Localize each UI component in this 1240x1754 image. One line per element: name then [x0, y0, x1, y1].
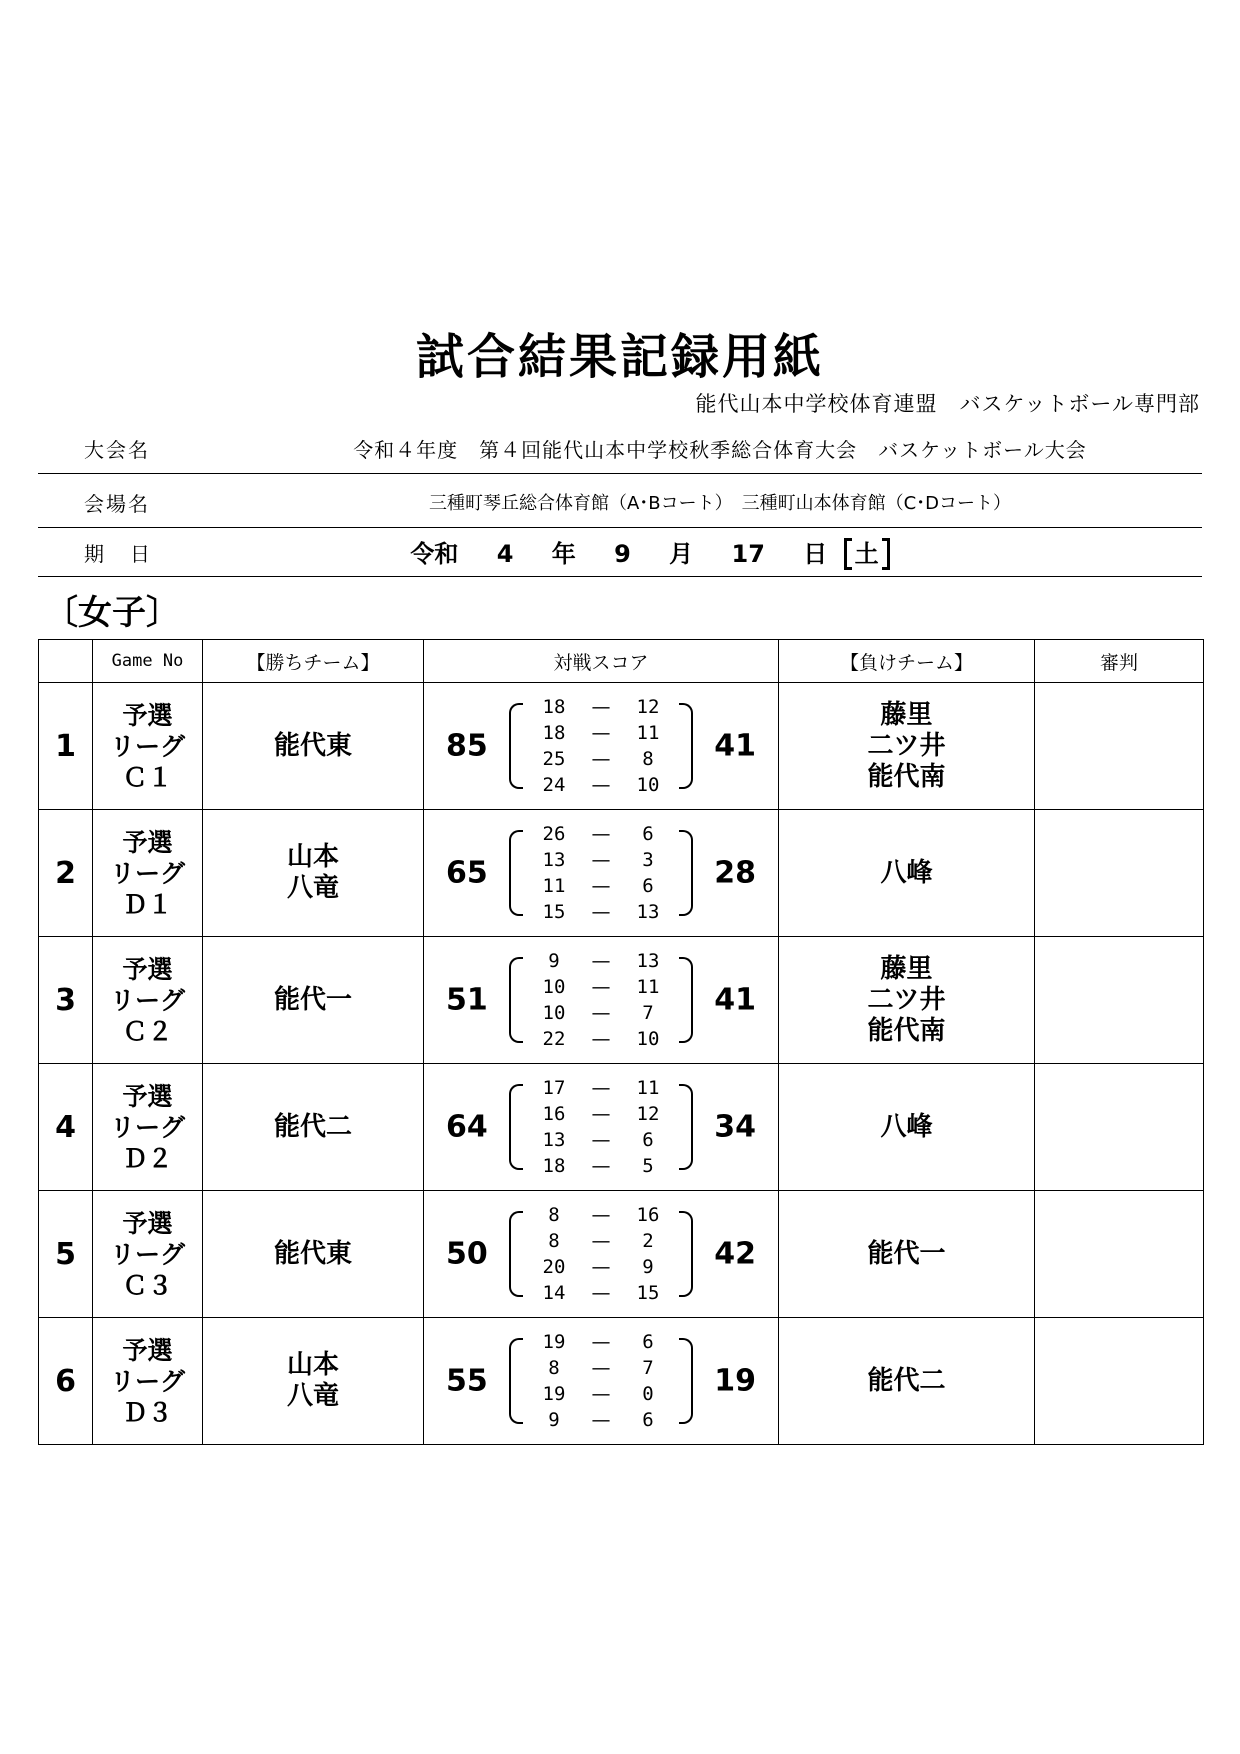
quarter-winner-points: 26 [542, 823, 566, 845]
date-row [38, 531, 1202, 577]
winner-total: 51 [446, 982, 488, 1018]
loser-team: 二ツ井 [867, 984, 946, 1015]
quarter-loser-points: 11 [636, 976, 660, 998]
quarter-score [524, 1127, 678, 1153]
quarter-winner-points: 25 [542, 748, 566, 770]
quarter-score [524, 974, 678, 1000]
loser-team: 藤里 [880, 699, 933, 730]
quarter-loser-points: 11 [636, 722, 660, 744]
game-label-line: リーグ [109, 1366, 185, 1396]
quarter-score [524, 746, 678, 772]
quarter-score [524, 720, 678, 746]
winner-team: 能代二 [273, 1111, 352, 1142]
winner-total: 85 [446, 728, 488, 764]
quarter-loser-points: 7 [642, 1357, 654, 1379]
quarter-winner-points: 13 [542, 1129, 566, 1151]
quarter-winner-points: 9 [548, 1409, 560, 1431]
game-label-line: 予選 [122, 954, 173, 984]
quarter-winner-points: 22 [542, 1028, 566, 1050]
game-index: 1 [39, 683, 93, 810]
dash: — [591, 1077, 611, 1099]
quarter-score [524, 772, 678, 798]
quarter-winner-points: 24 [542, 774, 566, 796]
quarter-loser-points: 9 [642, 1256, 654, 1278]
divider [38, 473, 1202, 474]
header-game-no: Game No [93, 640, 203, 683]
loser-cell [779, 1064, 1035, 1191]
game-label-line: リーグ [109, 985, 185, 1015]
left-bracket [509, 830, 523, 916]
venue-row [38, 481, 1202, 527]
quarter-loser-points: 12 [636, 1103, 660, 1125]
winner-team: 能代東 [273, 730, 352, 761]
quarter-winner-points: 15 [542, 901, 566, 923]
winner-total: 50 [446, 1236, 488, 1272]
quarter-loser-points: 13 [636, 950, 660, 972]
right-bracket [679, 1338, 693, 1424]
winner-team: 山本 [286, 842, 339, 872]
loser-team: 能代二 [867, 1365, 946, 1396]
referee-cell [1035, 1064, 1204, 1191]
quarter-score [524, 847, 678, 873]
dash: — [591, 875, 611, 897]
quarter-loser-points: 12 [636, 696, 660, 718]
quarter-loser-points: 11 [636, 1077, 660, 1099]
tournament-name: 令和４年度 第４回能代山本中学校秋季総合体育大会 バスケットボール大会 [353, 438, 1087, 462]
winner-cell [203, 810, 424, 937]
dash: — [591, 950, 611, 972]
quarter-scores [524, 1202, 678, 1306]
dash: — [591, 1230, 611, 1252]
right-bracket [679, 957, 693, 1043]
game-label [93, 1318, 203, 1445]
quarter-score [524, 1075, 678, 1101]
table-row [39, 1064, 1204, 1191]
game-label-line: Ｄ２ [122, 1143, 173, 1173]
quarter-score [524, 1355, 678, 1381]
dash: — [591, 1409, 611, 1431]
loser-team: 八峰 [880, 1111, 933, 1142]
table-row [39, 937, 1204, 1064]
loser-cell [779, 1191, 1035, 1318]
winner-total: 65 [446, 855, 488, 891]
quarter-score [524, 694, 678, 720]
referee-cell [1035, 937, 1204, 1064]
quarter-score [524, 873, 678, 899]
quarter-scores [524, 1075, 678, 1179]
table-header-row [39, 640, 1204, 683]
quarter-winner-points: 8 [548, 1204, 560, 1226]
quarter-loser-points: 10 [636, 1028, 660, 1050]
date-value [98, 531, 1202, 577]
referee-cell [1035, 683, 1204, 810]
quarter-loser-points: 6 [642, 1331, 654, 1353]
dash: — [591, 976, 611, 998]
dash: — [591, 696, 611, 718]
loser-total: 34 [714, 1109, 756, 1145]
winner-cell [203, 683, 424, 810]
referee-cell [1035, 1191, 1204, 1318]
quarter-score [524, 1153, 678, 1179]
quarter-score [524, 1101, 678, 1127]
winner-team: 能代一 [273, 984, 352, 1015]
winner-team: 能代東 [273, 1238, 352, 1269]
loser-team: 能代南 [867, 761, 946, 792]
dash: — [591, 1028, 611, 1050]
date-day: 17 [731, 540, 765, 568]
table-row [39, 683, 1204, 810]
score-cell [424, 683, 779, 810]
loser-team: 能代南 [867, 1015, 946, 1046]
page-title: 試合結果記録用紙 [415, 329, 824, 385]
score-cell [424, 1064, 779, 1191]
left-bracket [509, 1084, 523, 1170]
quarter-loser-points: 6 [642, 1129, 654, 1151]
loser-total: 42 [714, 1236, 756, 1272]
game-label-line: リーグ [109, 731, 185, 761]
loser-team: 八峰 [880, 857, 933, 888]
quarter-loser-points: 6 [642, 823, 654, 845]
dash: — [591, 1129, 611, 1151]
table-row [39, 810, 1204, 937]
quarter-winner-points: 20 [542, 1256, 566, 1278]
quarter-winner-points: 14 [542, 1282, 566, 1304]
quarter-loser-points: 10 [636, 774, 660, 796]
header-referee: 審判 [1035, 640, 1204, 683]
loser-total: 41 [714, 982, 756, 1018]
dash: — [591, 1383, 611, 1405]
left-bracket [509, 703, 523, 789]
winner-team: 山本 [286, 1350, 339, 1380]
quarter-scores [524, 694, 678, 798]
right-bracket [679, 830, 693, 916]
winner-cell [203, 1318, 424, 1445]
quarter-score [524, 821, 678, 847]
quarter-scores [524, 821, 678, 925]
date-day-unit: 日 [803, 540, 828, 568]
game-label-line: Ｄ３ [122, 1397, 173, 1427]
quarter-loser-points: 3 [642, 849, 654, 871]
quarter-winner-points: 10 [542, 976, 566, 998]
dash: — [591, 1002, 611, 1024]
dash: — [591, 1357, 611, 1379]
quarter-winner-points: 19 [542, 1383, 566, 1405]
game-label-line: Ｄ１ [122, 889, 173, 919]
tournament-row [38, 427, 1202, 473]
header-score: 対戦スコア [424, 640, 779, 683]
game-label-line: Ｃ２ [122, 1016, 173, 1046]
quarter-winner-points: 9 [548, 950, 560, 972]
referee-cell [1035, 1318, 1204, 1445]
game-label [93, 683, 203, 810]
game-label-line: Ｃ１ [122, 762, 173, 792]
loser-total: 41 [714, 728, 756, 764]
game-label-line: 予選 [122, 1208, 173, 1238]
dash: — [591, 1155, 611, 1177]
dash: — [591, 901, 611, 923]
score-cell [424, 1318, 779, 1445]
loser-cell [779, 937, 1035, 1064]
header-loser: 【負けチーム】 [779, 640, 1035, 683]
game-index: 2 [39, 810, 93, 937]
quarter-loser-points: 13 [636, 901, 660, 923]
header-winner: 【勝ちチーム】 [203, 640, 424, 683]
quarter-winner-points: 18 [542, 1155, 566, 1177]
loser-team: 能代一 [867, 1238, 946, 1269]
quarter-score [524, 1254, 678, 1280]
table-row [39, 1191, 1204, 1318]
section-title: 〔女子〕 [44, 593, 180, 633]
winner-total: 64 [446, 1109, 488, 1145]
quarter-loser-points: 2 [642, 1230, 654, 1252]
quarter-winner-points: 8 [548, 1357, 560, 1379]
dash: — [591, 1331, 611, 1353]
quarter-score [524, 1381, 678, 1407]
dash: — [591, 748, 611, 770]
right-bracket [679, 1084, 693, 1170]
game-label [93, 1191, 203, 1318]
quarter-loser-points: 6 [642, 1409, 654, 1431]
quarter-winner-points: 18 [542, 696, 566, 718]
dash: — [591, 1256, 611, 1278]
date-year-unit: 年 [551, 540, 576, 568]
game-label-line: Ｃ３ [122, 1270, 173, 1300]
game-label [93, 810, 203, 937]
dash: — [591, 849, 611, 871]
quarter-scores [524, 1329, 678, 1433]
left-bracket [509, 1211, 523, 1297]
dash: — [591, 1282, 611, 1304]
dash: — [591, 774, 611, 796]
loser-cell [779, 810, 1035, 937]
quarter-loser-points: 5 [642, 1155, 654, 1177]
game-label-line: 予選 [122, 1335, 173, 1365]
venue-label: 会場名 [84, 492, 150, 516]
results-table [38, 639, 1204, 1445]
loser-team: 藤里 [880, 953, 933, 984]
dash: — [591, 1204, 611, 1226]
game-label [93, 937, 203, 1064]
quarter-winner-points: 16 [542, 1103, 566, 1125]
quarter-winner-points: 19 [542, 1331, 566, 1353]
dash: — [591, 722, 611, 744]
quarter-score [524, 1026, 678, 1052]
quarter-winner-points: 11 [542, 875, 566, 897]
winner-total: 55 [446, 1363, 488, 1399]
date-label: 期日 [84, 542, 176, 566]
left-bracket [509, 957, 523, 1043]
date-weekday: 土 [844, 538, 890, 570]
game-index: 6 [39, 1318, 93, 1445]
loser-cell [779, 683, 1035, 810]
table-row [39, 1318, 1204, 1445]
quarter-score [524, 1228, 678, 1254]
organization: 能代山本中学校体育連盟 バスケットボール専門部 [695, 392, 1200, 416]
quarter-loser-points: 15 [636, 1282, 660, 1304]
quarter-scores [524, 948, 678, 1052]
quarter-winner-points: 13 [542, 849, 566, 871]
referee-cell [1035, 810, 1204, 937]
right-bracket [679, 703, 693, 789]
divider [38, 527, 1202, 528]
date-year: 4 [496, 540, 514, 568]
loser-total: 28 [714, 855, 756, 891]
quarter-score [524, 1329, 678, 1355]
game-label-line: リーグ [109, 1239, 185, 1269]
quarter-score [524, 1000, 678, 1026]
dash: — [591, 823, 611, 845]
quarter-loser-points: 7 [642, 1002, 654, 1024]
quarter-winner-points: 18 [542, 722, 566, 744]
quarter-winner-points: 17 [542, 1077, 566, 1099]
winner-team: 八竜 [286, 873, 339, 903]
score-cell [424, 937, 779, 1064]
game-label-line: 予選 [122, 1081, 173, 1111]
quarter-loser-points: 6 [642, 875, 654, 897]
game-label-line: 予選 [122, 827, 173, 857]
quarter-score [524, 899, 678, 925]
quarter-winner-points: 8 [548, 1230, 560, 1252]
game-label [93, 1064, 203, 1191]
game-index: 5 [39, 1191, 93, 1318]
quarter-score [524, 948, 678, 974]
date-month: 9 [614, 540, 631, 568]
date-era: 令和 [410, 540, 459, 568]
quarter-score [524, 1202, 678, 1228]
winner-cell [203, 1064, 424, 1191]
quarter-winner-points: 10 [542, 1002, 566, 1024]
quarter-loser-points: 16 [636, 1204, 660, 1226]
header-index [39, 640, 93, 683]
tournament-label: 大会名 [84, 438, 150, 462]
game-label-line: リーグ [109, 1112, 185, 1142]
winner-cell [203, 937, 424, 1064]
loser-cell [779, 1318, 1035, 1445]
game-index: 4 [39, 1064, 93, 1191]
quarter-loser-points: 8 [642, 748, 654, 770]
winner-team: 八竜 [286, 1381, 339, 1411]
quarter-score [524, 1407, 678, 1433]
dash: — [591, 1103, 611, 1125]
loser-total: 19 [714, 1363, 756, 1399]
quarter-loser-points: 0 [642, 1383, 654, 1405]
quarter-score [524, 1280, 678, 1306]
venue-name: 三種町琴丘総合体育館（A･Bコート） 三種町山本体育館（C･Dコート） [428, 493, 1012, 514]
divider [38, 576, 1202, 577]
game-label-line: リーグ [109, 858, 185, 888]
right-bracket [679, 1211, 693, 1297]
left-bracket [509, 1338, 523, 1424]
score-cell [424, 810, 779, 937]
score-cell [424, 1191, 779, 1318]
loser-team: 二ツ井 [867, 730, 946, 761]
winner-cell [203, 1191, 424, 1318]
game-index: 3 [39, 937, 93, 1064]
game-label-line: 予選 [122, 700, 173, 730]
date-month-unit: 月 [669, 540, 694, 568]
